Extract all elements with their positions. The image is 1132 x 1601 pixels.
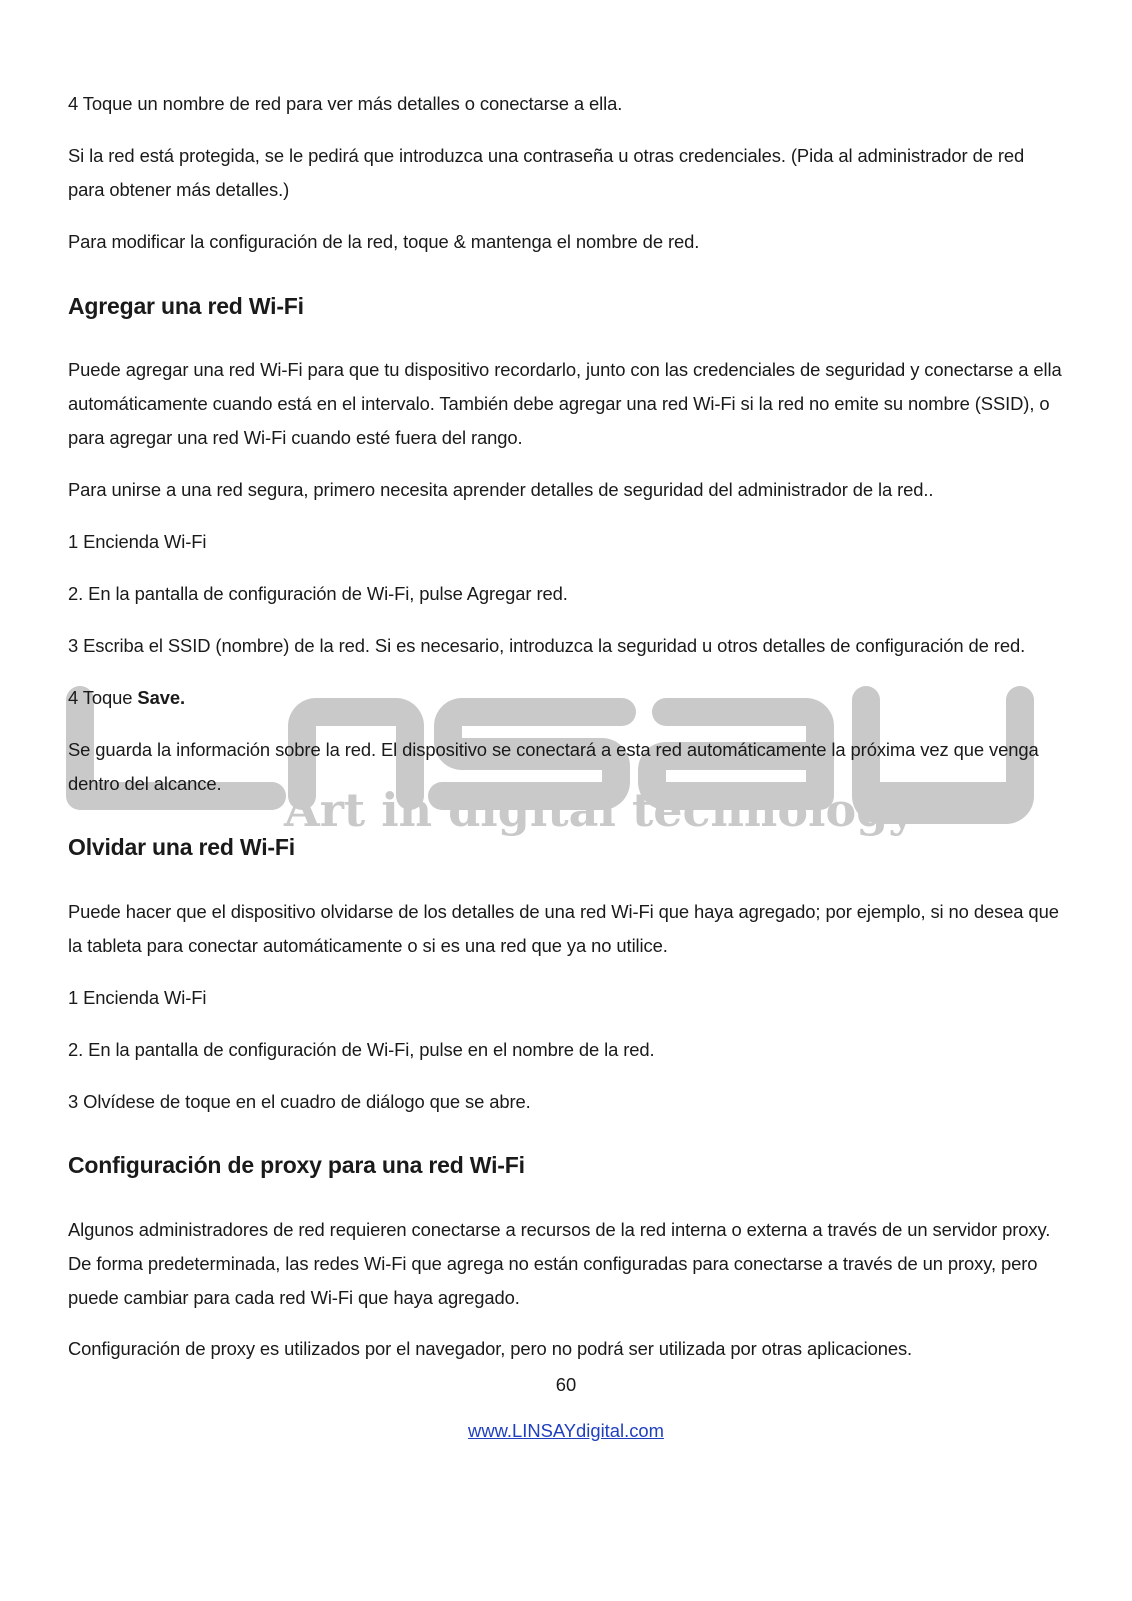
step-forget-1: 1 Encienda Wi-Fi bbox=[68, 987, 207, 1008]
step-add-2: 2. En la pantalla de configuración de Wi-Fi, pulse Agregar red. bbox=[68, 583, 568, 604]
website-link[interactable]: www.LINSAYdigital.com bbox=[468, 1420, 664, 1441]
step-forget-3: 3 Olvídese de toque en el cuadro de diálogo que se abre. bbox=[68, 1091, 531, 1112]
step-add-4-prefix: 4 Toque bbox=[68, 687, 138, 708]
step-add-4 bbox=[68, 681, 1064, 715]
watermark-tagline: Art in digital technology bbox=[284, 783, 916, 837]
paragraph-proxy-intro: Algunos administradores de red requieren conectarse a recursos de la red interna o externa a través de un servidor proxy. De forma predeterminada, las redes Wi-Fi que agrega no están configuradas para conectarse a través de un proxy, pero puede cambiar para cada red Wi-Fi que haya agregado. bbox=[68, 1219, 1051, 1308]
step-forget-2: 2. En la pantalla de configuración de Wi-Fi, pulse en el nombre de la red. bbox=[68, 1039, 655, 1060]
page-number: 60 bbox=[555, 1374, 577, 1395]
heading-proxy-settings: Configuración de proxy para una red Wi-Fi bbox=[68, 1152, 525, 1178]
paragraph-protected-network: Si la red está protegida, se le pedirá que introduzca una contraseña u otras credenciales. (Pida al administrador de red para obtener más detalles.) bbox=[68, 145, 1025, 200]
paragraph-tap-network: 4 Toque un nombre de red para ver más detalles o conectarse a ella. bbox=[68, 93, 623, 114]
heading-forget-wifi: Olvidar una red Wi-Fi bbox=[68, 834, 295, 860]
footer-website bbox=[0, 1420, 1132, 1442]
paragraph-proxy-browser: Configuración de proxy es utilizados por el navegador, pero no podrá ser utilizada por otras aplicaciones. bbox=[68, 1338, 913, 1359]
step-add-3: 3 Escriba el SSID (nombre) de la red. Si es necesario, introduzca la seguridad u otros detalles de configuración de red. bbox=[68, 635, 1026, 656]
paragraph-network-saved: Se guarda la información sobre la red. El dispositivo se conectará a esta red automáticamente la próxima vez que venga dentro del alcance. bbox=[68, 739, 1039, 794]
step-add-1: 1 Encienda Wi-Fi bbox=[68, 531, 207, 552]
paragraph-forget-intro: Puede hacer que el dispositivo olvidarse de los detalles de una red Wi-Fi que haya agregado; por ejemplo, si no desea que la tableta para conectar automáticamente o si es una red que ya no utilice. bbox=[68, 901, 1059, 956]
paragraph-add-wifi-intro: Puede agregar una red Wi-Fi para que tu dispositivo recordarlo, junto con las credenciales de seguridad y conectarse a ella automáticamente cuando está en el intervalo. También debe agregar una red Wi-Fi si la red no emite su nombre (SSID), o para agregar una red Wi-Fi cuando esté fuera del rango. bbox=[68, 359, 1062, 448]
paragraph-secure-network: Para unirse a una red segura, primero necesita aprender detalles de seguridad del administrador de la red.. bbox=[68, 479, 934, 500]
paragraph-modify-config: Para modificar la configuración de la red, toque & mantenga el nombre de red. bbox=[68, 231, 700, 252]
save-label: Save. bbox=[137, 687, 185, 708]
heading-add-wifi: Agregar una red Wi-Fi bbox=[68, 293, 304, 319]
